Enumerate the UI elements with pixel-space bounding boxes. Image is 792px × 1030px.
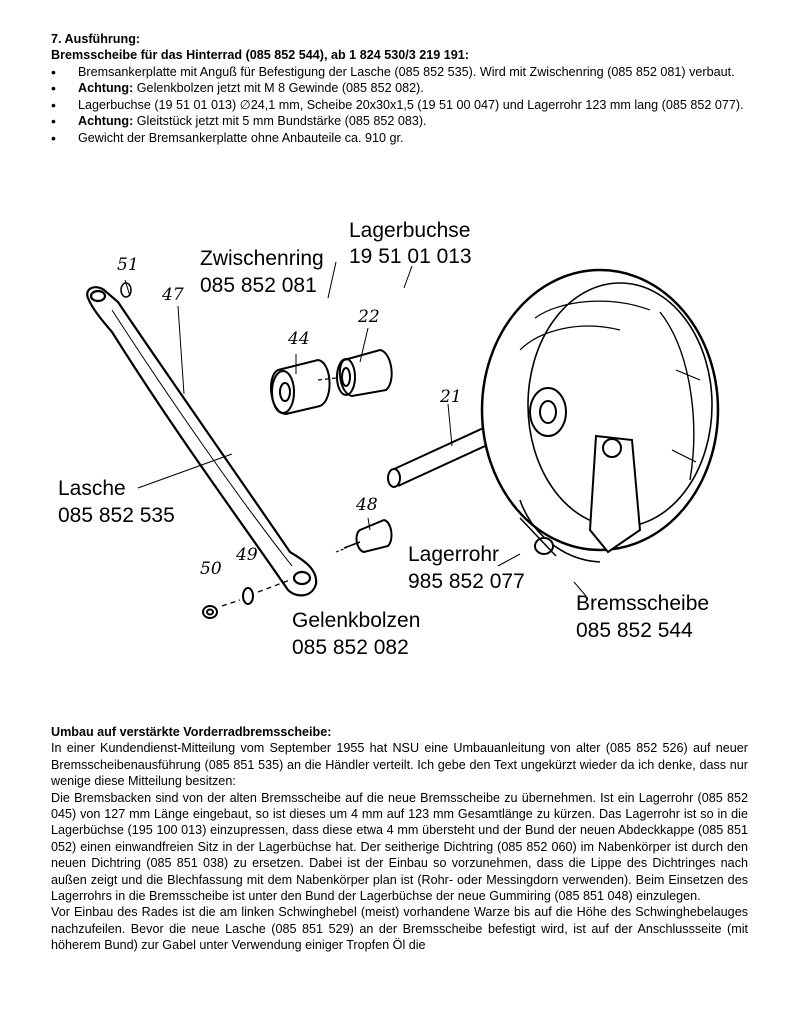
section-title: 7. Ausführung:: [51, 32, 141, 46]
bullet-item: • Lagerbuchse (19 51 01 013) ∅24,1 mm, Scheibe 20x30x1,5 (19 51 00 047) und Lagerrohr 123 mm lang (085 852 077).: [51, 97, 751, 113]
label-bremsscheibe-number: 085 852 544: [576, 619, 693, 642]
part-number-48: 48: [356, 495, 378, 515]
part-number-44: 44: [288, 329, 310, 349]
bullet-item: • Bremsankerplatte mit Anguß für Befestigung der Lasche (085 852 535). Wird mit Zwischenring (085 852 081) verbaut.: [51, 64, 751, 80]
gelenkbolzen-part: [336, 520, 391, 552]
label-lagerrohr-number: 985 852 077: [408, 570, 525, 593]
umbau-section: [51, 724, 748, 954]
label-lasche-name: Lasche: [58, 477, 126, 500]
part-number-22: 22: [358, 307, 380, 327]
exploded-parts-diagram: [0, 200, 792, 680]
label-lagerbuchse-number: 19 51 01 013: [349, 245, 472, 268]
umbau-paragraph: Die Bremsbacken sind von der alten Bremsscheibe auf die neue Bremsscheibe zu übernehmen. Ist ein Lagerrohr (085 852 045) von 127 mm Länge eingebaut, so ist dieses um 4 mm auf 123 mm Gesamtlänge zu kürzen. Das Lagerrohr ist so in die Lagerbüchse (195 100 013) einzupressen, dass diese etwa 4 mm übersteht und der Bund der neuen Abdeckkappe (085 851 052) einen einwandfreien Sitz in der Lagerbüchse hat. Der seitherige Dichtring (085 852 060) im Nabenkörper ist durch den neuen Dichtring (085 851 038) zu ersetzen. Dabei ist der Einbau so vorzunehmen, dass die Lippe des Dichtringes nach außen zeigt und die Blechfassung mit dem Nabenkörper plan ist (Rohr- oder Messingdorn verwenden). Beim Einsetzen des Lagerrohrs in die Bremsscheibe ist unter den Bund der Lagerbüchse der neue Gummiring (085 851 048) einzulegen.: [51, 790, 748, 904]
part-number-21: 21: [440, 387, 462, 407]
label-bremsscheibe-name: Bremsscheibe: [576, 592, 710, 615]
label-zwischenring-name: Zwischenring: [200, 247, 324, 270]
bremsscheibe-part: [482, 270, 718, 562]
section-subtitle: Bremsscheibe für das Hinterrad (085 852 544), ab 1 824 530/3 219 191:: [51, 48, 469, 62]
lasche-part: [87, 283, 316, 595]
umbau-paragraph: In einer Kundendienst-Mitteilung vom September 1955 hat NSU eine Umbauanleitung von alter (085 852 526) auf neuer Bremsscheibenausführung (085 851 535) an die Händler verteilt. Ich gebe den Text ungekürzt wieder da ich denke, dass nur wenige diese Mitteilung besitzen:: [51, 741, 748, 789]
bullet-item: • Achtung: Gleitstück jetzt mit 5 mm Bundstärke (085 852 083).: [51, 113, 751, 129]
part-number-50: 50: [200, 559, 222, 579]
mutter-scheibe-parts: [203, 580, 290, 618]
label-lasche-number: 085 852 535: [58, 504, 175, 527]
bullet-item: • Achtung: Gelenkbolzen jetzt mit M 8 Gewinde (085 852 082).: [51, 80, 751, 96]
part-number-49: 49: [236, 545, 258, 565]
umbau-paragraph: Vor Einbau des Rades ist die am linken Schwinghebel (meist) vorhandene Warze bis auf die Höhe des Schwinghebelauges nachzufeilen. Bevor die neue Lasche (085 851 529) an der Bremsscheibe befestigt wird, ist auf der Anschlussseite (mit höherem Bund) zur Gabel unter Verwendung einiger Tropfen Öl die: [51, 905, 748, 953]
label-lagerbuchse-name: Lagerbuchse: [349, 219, 471, 242]
part-number-51: 51: [117, 255, 139, 275]
label-lagerrohr-name: Lagerrohr: [408, 543, 500, 566]
bullet-item: • Gewicht der Bremsankerplatte ohne Anbauteile ca. 910 gr.: [51, 130, 751, 146]
label-gelenkbolzen-number: 085 852 082: [292, 636, 409, 659]
label-zwischenring-number: 085 852 081: [200, 274, 317, 297]
part-number-47: 47: [162, 285, 184, 305]
spec-bullet-list: [51, 64, 751, 146]
zwischenring-part: [271, 360, 330, 414]
label-gelenkbolzen-name: Gelenkbolzen: [292, 609, 421, 632]
umbau-heading: Umbau auf verstärkte Vorderradbremsscheibe:: [51, 725, 332, 739]
